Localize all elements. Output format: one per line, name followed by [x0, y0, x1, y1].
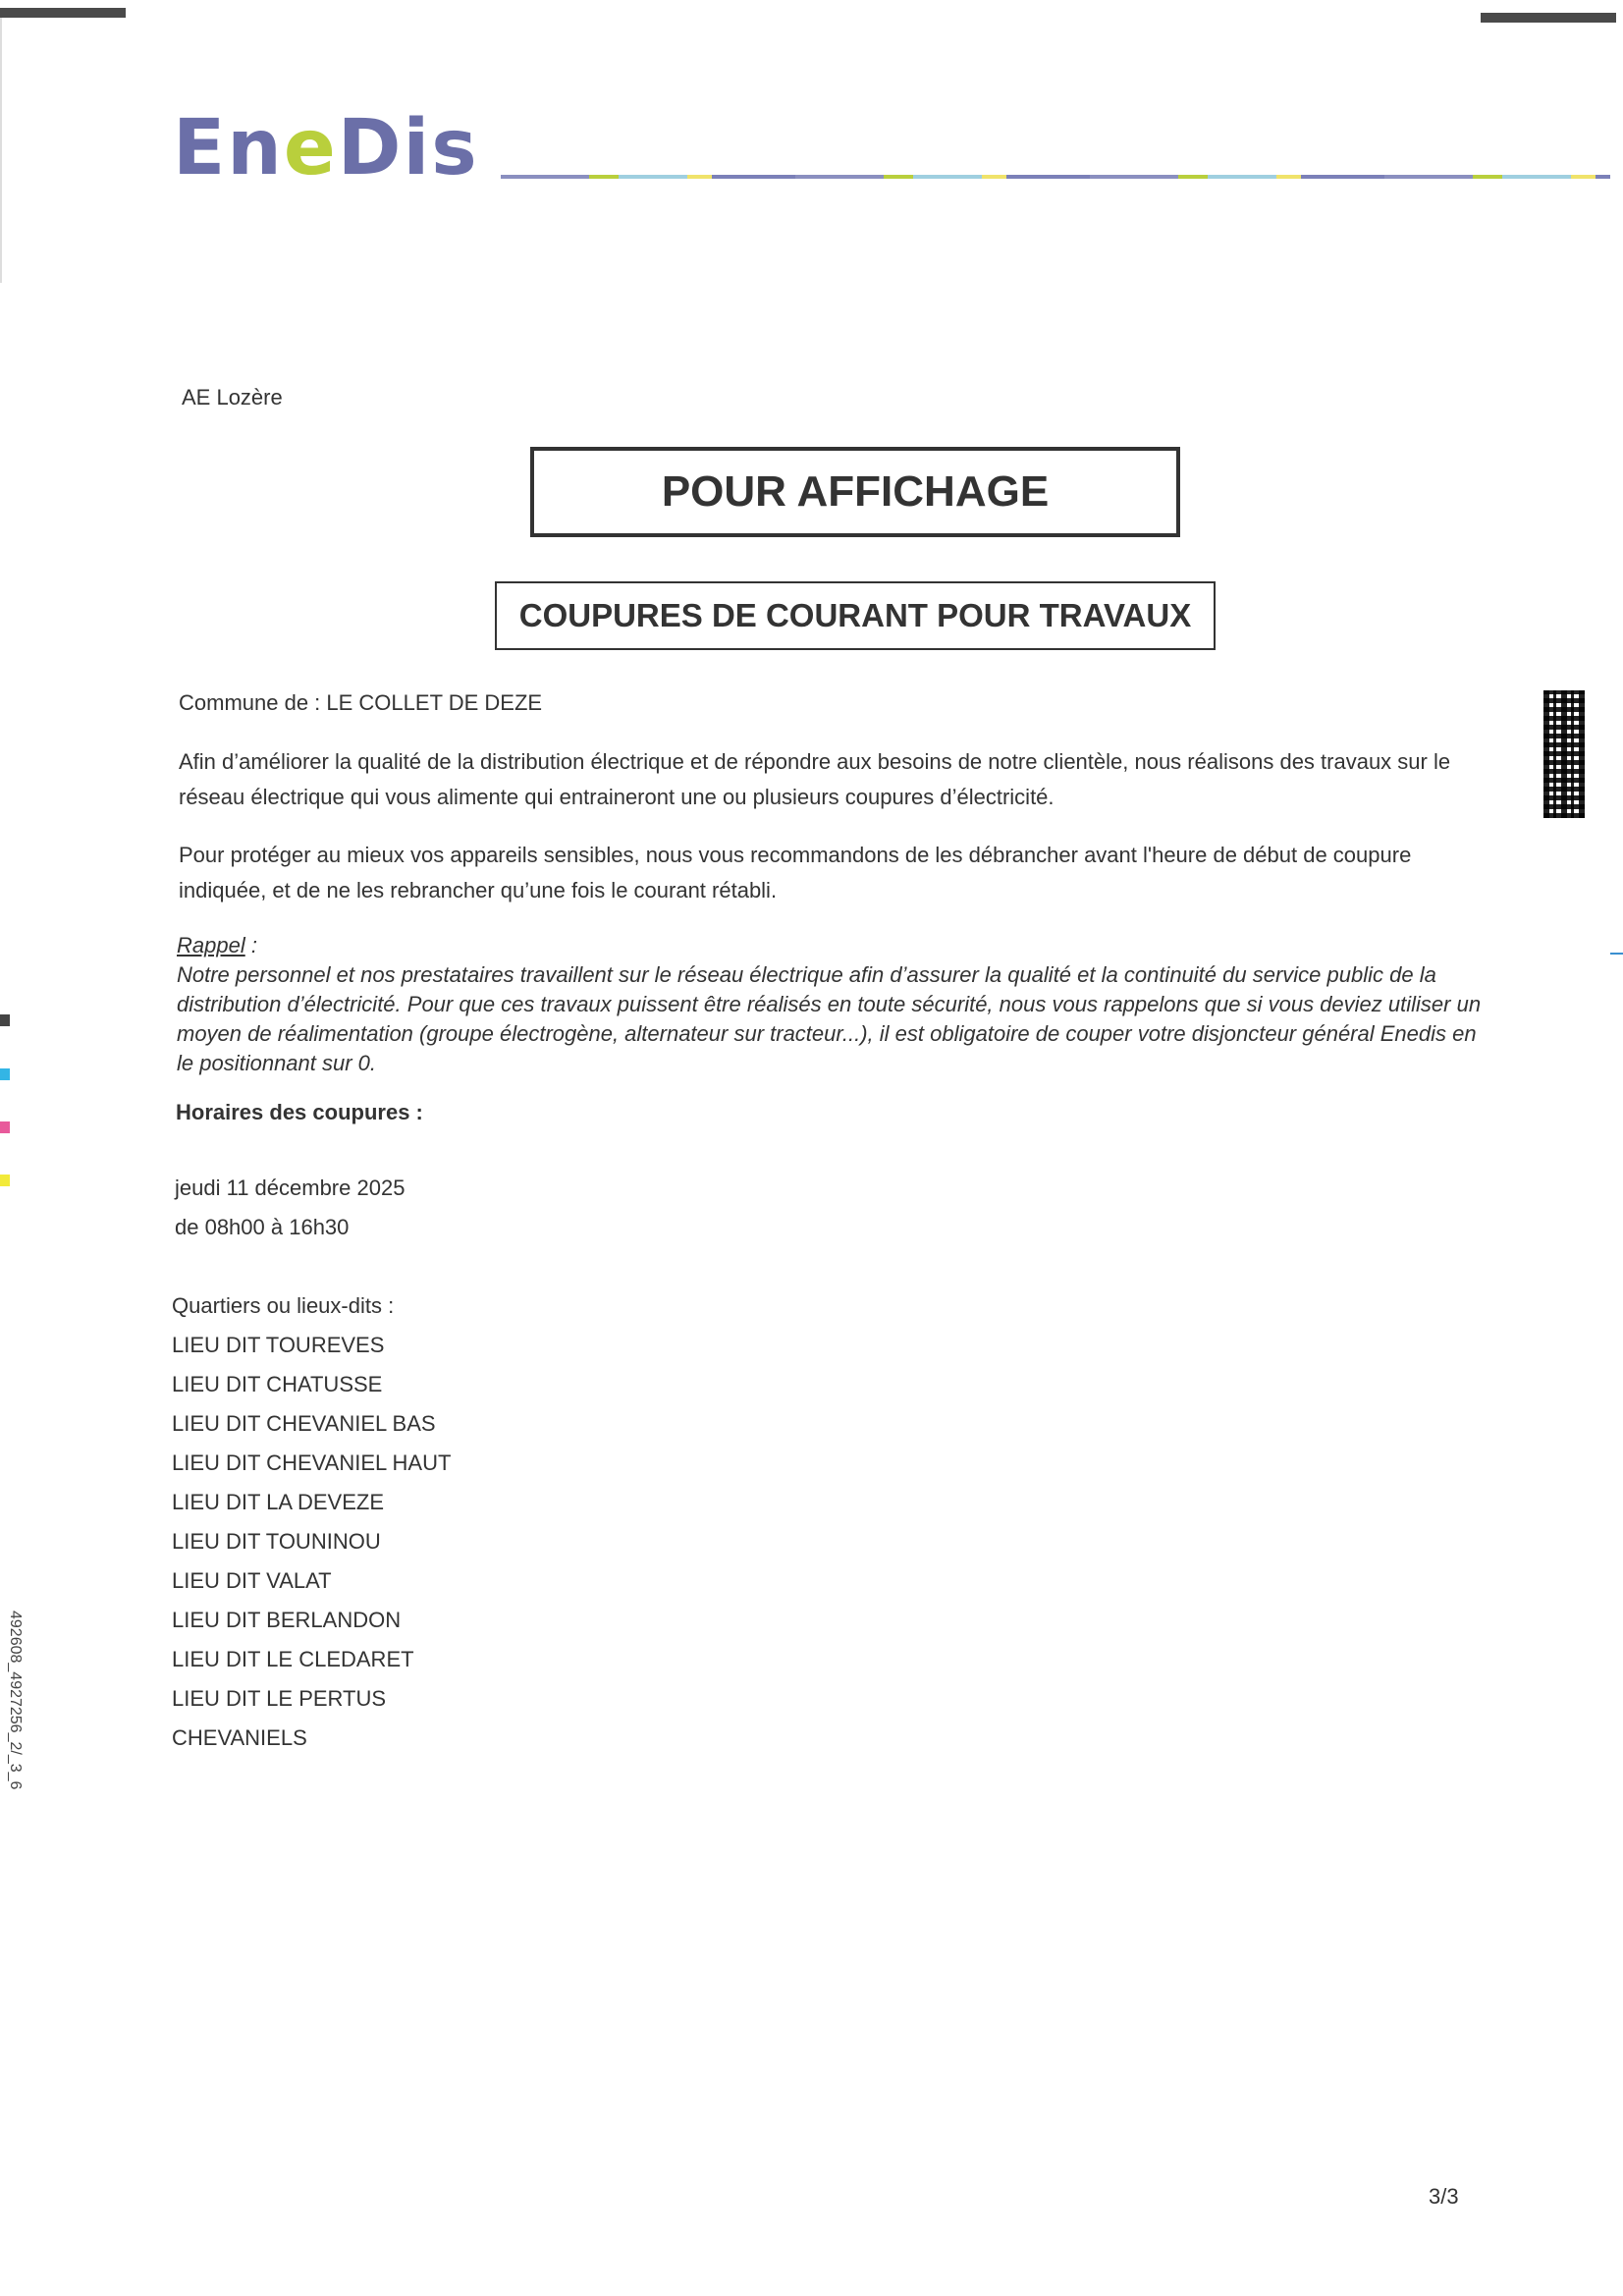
rappel-text: Notre personnel et nos prestataires travaillent sur le réseau électrique afin d’assurer la qualité et la continuité du service public de la distribution d’électricité. Pour que ces travaux puissent être réalisés en toute sécurité, nous vous rappelons que si vous deviez utiliser un moyen de réalimentation (groupe électrogène, alternateur sur tracteur...), il est obligatoire de couper votre disjoncteur général Enedis en le positionnant sur 0.: [177, 962, 1482, 1075]
logo-part-2: e: [283, 104, 338, 192]
list-item: LIEU DIT CHEVANIEL BAS: [172, 1411, 436, 1436]
logo-part-1: En: [173, 104, 284, 192]
list-item: LIEU DIT CHEVANIEL HAUT: [172, 1450, 452, 1475]
rappel-label: Rappel: [177, 933, 245, 957]
list-item: LIEU DIT TOUNINOU: [172, 1529, 381, 1554]
locations-block: [172, 1286, 451, 1758]
color-tick-yellow: [0, 1175, 10, 1186]
rappel-colon: :: [244, 933, 257, 957]
list-item: LIEU DIT LE CLEDARET: [172, 1647, 414, 1671]
scan-mark-top-right: [1481, 13, 1616, 23]
list-item: LIEU DIT BERLANDON: [172, 1608, 402, 1632]
color-tick-cyan: [0, 1068, 10, 1080]
list-item: LIEU DIT LE PERTUS: [172, 1686, 387, 1711]
side-reference-code: 492608_4927256_2/_3_6: [7, 1611, 24, 1790]
locations-heading: Quartiers ou lieux-dits :: [172, 1293, 395, 1318]
paragraph-1: Afin d’améliorer la qualité de la distribution électrique et de répondre aux besoins de notre clientèle, nous réalisons des travaux sur le réseau électrique qui vous alimente qui entraineront une ou plusieurs coupures d’électricité.: [179, 749, 1451, 809]
page-title-text: POUR AFFICHAGE: [661, 467, 1050, 516]
sender: AE Lozère: [182, 385, 283, 410]
scan-edge-left: [0, 18, 2, 283]
schedule-date: jeudi 11 décembre 2025: [175, 1175, 406, 1200]
list-item: LIEU DIT TOUREVES: [172, 1333, 385, 1357]
logo-part-3: Dis: [337, 104, 479, 192]
page-subtitle-text: COUPURES DE COURANT POUR TRAVAUX: [518, 597, 1192, 633]
color-tick-magenta: [0, 1121, 10, 1133]
page-number: 3/3: [1429, 2184, 1459, 2209]
datamatrix-code: [1543, 690, 1585, 818]
paragraph-2: Pour protéger au mieux vos appareils sensibles, nous vous recommandons de les débrancher avant l'heure de début de coupure indiquée, et de ne les rebrancher qu’une fois le courant rétabli.: [179, 843, 1412, 902]
rappel-heading: [177, 931, 1483, 960]
list-item: LIEU DIT LA DEVEZE: [172, 1490, 385, 1514]
scan-mark-top-left: [0, 8, 126, 18]
page-subtitle: [495, 581, 1216, 650]
logo-underline: [501, 175, 1610, 179]
commune: Commune de : LE COLLET DE DEZE: [179, 690, 543, 715]
list-item: LIEU DIT CHATUSSE: [172, 1372, 383, 1396]
right-margin-tick: [1610, 953, 1623, 955]
enedis-logo: [173, 104, 479, 192]
list-item: CHEVANIELS: [172, 1725, 307, 1750]
list-item: LIEU DIT VALAT: [172, 1568, 332, 1593]
schedule-heading: Horaires des coupures :: [176, 1100, 423, 1124]
color-tick-black: [0, 1014, 10, 1026]
page-title: [530, 447, 1180, 537]
rappel-block: [177, 931, 1483, 1078]
schedule-time: de 08h00 à 16h30: [175, 1215, 350, 1239]
